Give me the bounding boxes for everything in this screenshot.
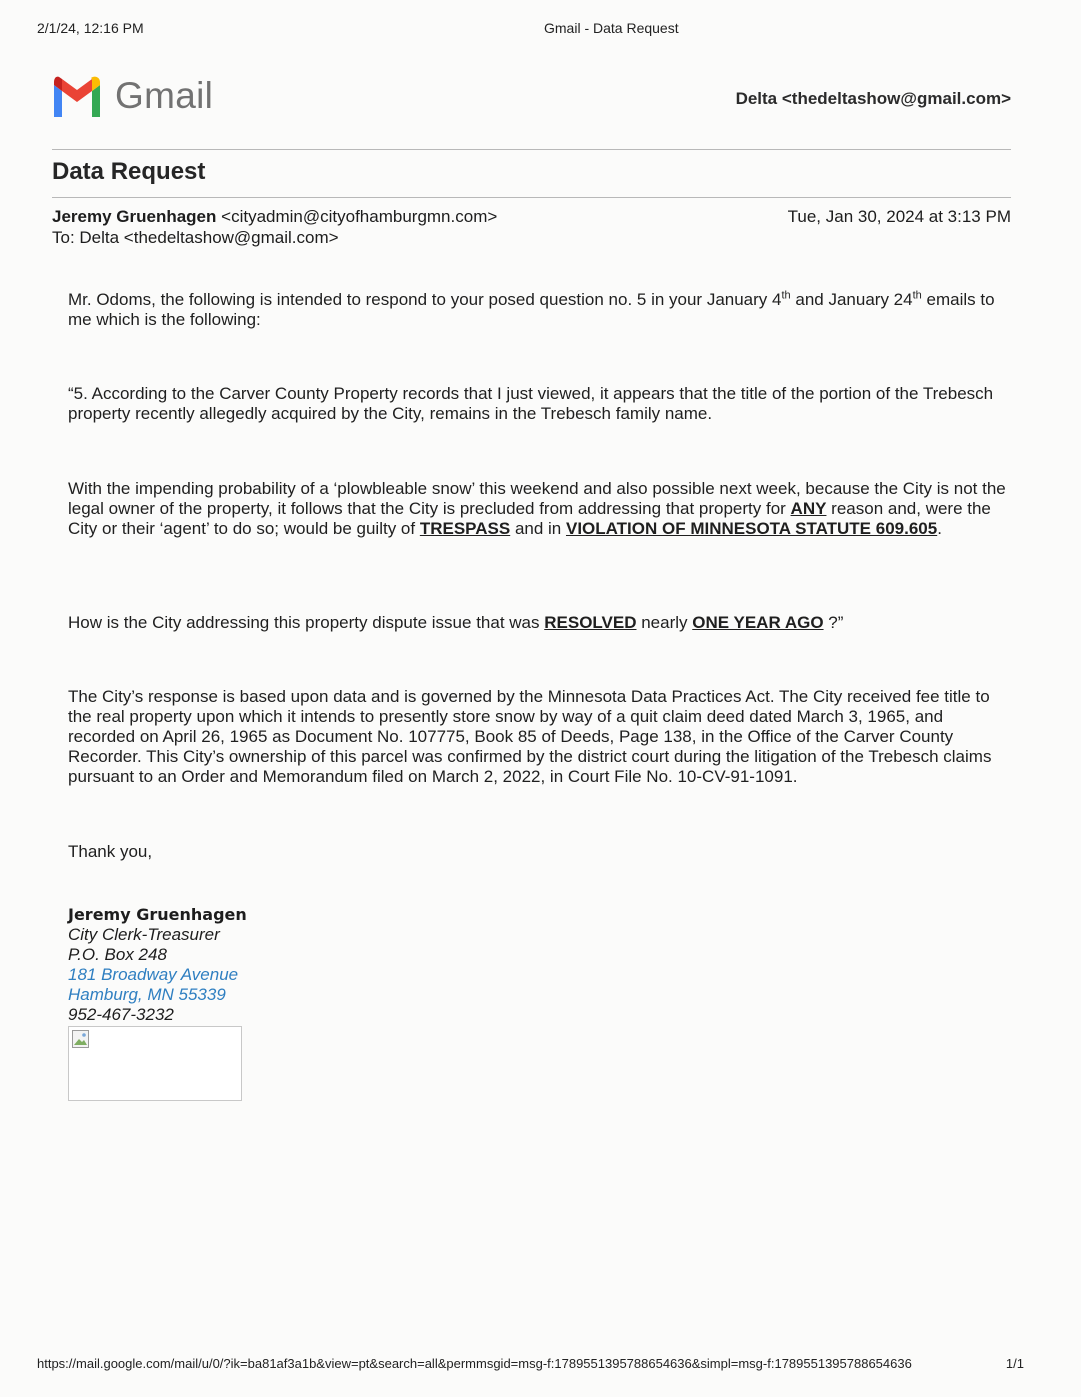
print-footer-url: https://mail.google.com/mail/u/0/?ik=ba81af3a1b&view=pt&search=all&permmsgid=msg-f:1789551395788654636&simpl=msg-f:1789551395788654636: [37, 1356, 912, 1371]
gmail-logo[interactable]: [50, 74, 213, 118]
recipient-line: To: Delta <thedeltashow@gmail.com>: [52, 228, 339, 247]
signature-title: City Clerk-Treasurer: [68, 925, 220, 944]
sender-name: Jeremy Gruenhagen: [52, 207, 217, 226]
signature-image-placeholder: [68, 1026, 242, 1101]
broken-image-icon: [71, 1029, 91, 1049]
signature-po-box: P.O. Box 248: [68, 945, 167, 964]
print-footer-page: 1/1: [1005, 1356, 1024, 1371]
header-divider: [52, 149, 1011, 150]
signature-block: [68, 905, 247, 1025]
body-paragraph-2: “5. According to the Carver County Property records that I just viewed, it appears that the title of the portion of the Trebesch property recently allegedly acquired by the City, remains in the Trebesch family name.: [68, 384, 994, 423]
message-date: Tue, Jan 30, 2024 at 3:13 PM: [787, 207, 1011, 226]
emphasis-resolved: RESOLVED: [544, 613, 637, 632]
print-page-title: Gmail - Data Request: [544, 20, 679, 36]
signature-phone: 952-467-3232: [68, 1005, 174, 1024]
subject-divider: [52, 197, 1011, 198]
sender-line: [52, 207, 497, 227]
emphasis-any: ANY: [790, 499, 827, 518]
closing-line: Thank you,: [68, 842, 153, 861]
emphasis-statute: VIOLATION OF MINNESOTA STATUTE 609.605: [565, 519, 938, 538]
message-subject: Data Request: [52, 158, 206, 185]
account-label: Delta <thedeltashow@gmail.com>: [735, 89, 1011, 108]
body-paragraph-4: How is the City addressing this property dispute issue that was RESOLVED nearly ONE YEAR AGO ?”: [68, 613, 844, 632]
body-paragraph-1: Mr. Odoms, the following is intended to respond to your posed question no. 5 in your January 4th and January 24th emails to me which is the following:: [68, 289, 995, 329]
sender-email: <cityadmin@cityofhamburgmn.com>: [221, 207, 498, 226]
signature-city-link[interactable]: Hamburg, MN 55339: [68, 985, 226, 1004]
signature-name: Jeremy Gruenhagen: [68, 905, 247, 924]
gmail-m-icon: [50, 75, 104, 117]
print-datetime: 2/1/24, 12:16 PM: [37, 20, 144, 36]
body-paragraph-5: The City’s response is based upon data and is governed by the Minnesota Data Practices Act. The City received fee title to the real property upon which it intends to presently store snow by way of a quit claim deed dated March 3, 1965, and recorded on April 26, 1965 as Document No. 107775, Book 85 of Deeds, Page 138, in the Office of the Carver County Recorder. This City’s ownership of this parcel was confirmed by the district court during the litigation of the Trebesch claims pursuant to an Order and Memorandum filed on March 2, 2022, in Court File No. 10-CV-91-1091.: [68, 687, 992, 786]
body-paragraph-3: With the impending probability of a ‘plowbleable snow’ this weekend and also possible next week, because the City is not the legal owner of the property, it follows that the City is precluded from addressing that property for ANY reason and, were the City or their ‘agent’ to do so; would be guilty of TRESPASS and in VIOLATION OF MINNESOTA STATUTE 609.605.: [68, 479, 1006, 538]
emphasis-one-year: ONE YEAR AGO: [692, 613, 824, 632]
signature-street-link[interactable]: 181 Broadway Avenue: [68, 965, 239, 984]
gmail-logo-text: Gmail: [115, 75, 214, 116]
emphasis-trespass: TRESPASS: [419, 519, 511, 538]
